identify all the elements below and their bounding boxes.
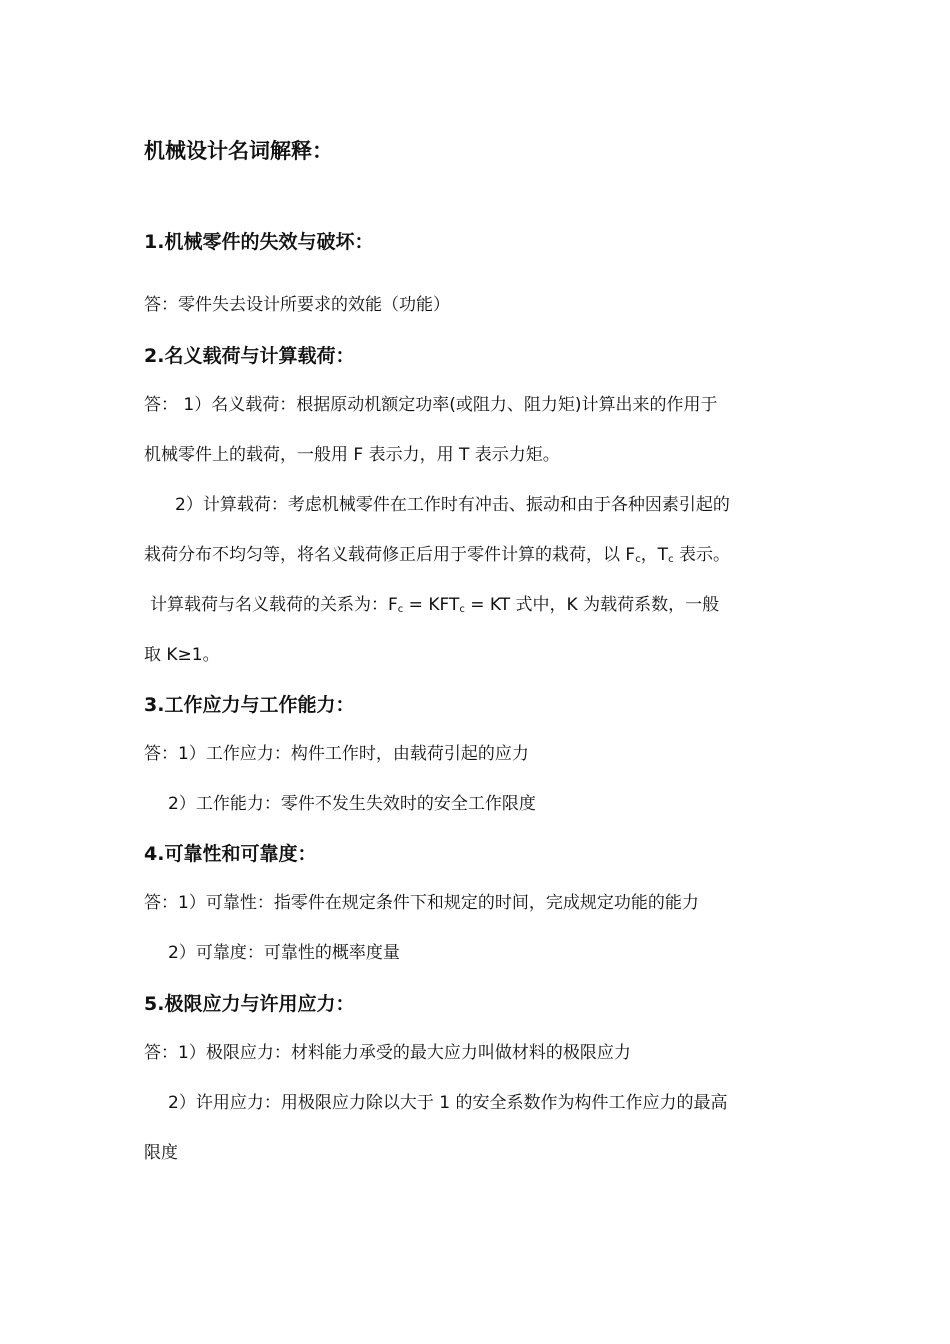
- text-run: ，T: [640, 545, 669, 565]
- section-5-line-2: 2）许用应力：用极限应力除以大于 1 的安全系数作为构件工作应力的最高: [168, 1093, 728, 1113]
- section-heading-5: 5.极限应力与许用应力：: [144, 993, 355, 1015]
- section-1-answer: 答：零件失去设计所要求的效能（功能）: [144, 295, 450, 315]
- section-5-line-1: 答：1）极限应力：材料能力承受的最大应力叫做材料的极限应力: [144, 1043, 631, 1063]
- text-run: 表示。: [673, 545, 730, 565]
- section-4-line-2: 2）可靠度：可靠性的概率度量: [168, 943, 400, 963]
- page-title: 机械设计名词解释：: [144, 139, 333, 163]
- text-run: 计算载荷与名义载荷的关系为：F: [150, 595, 398, 615]
- section-2-line-6: 取 K≥1。: [144, 645, 220, 665]
- section-3-line-2: 2）工作能力：零件不发生失效时的安全工作限度: [168, 794, 536, 814]
- section-heading-1: 1.机械零件的失效与破坏：: [144, 231, 374, 253]
- subscript: c: [459, 604, 465, 615]
- section-2-line-5: [150, 597, 719, 614]
- text-run: = KFT: [403, 595, 460, 615]
- section-2-line-3: 2）计算载荷：考虑机械零件在工作时有冲击、振动和由于各种因素引起的: [175, 495, 730, 515]
- section-4-line-1: 答：1）可靠性：指零件在规定条件下和规定的时间，完成规定功能的能力: [144, 893, 699, 913]
- section-heading-3: 3.工作应力与工作能力：: [144, 694, 355, 716]
- section-2-line-2: 机械零件上的载荷，一般用 F 表示力，用 T 表示力矩。: [144, 445, 560, 465]
- subscript: c: [668, 554, 674, 565]
- text-run: = KT 式中，K 为载荷系数，一般: [464, 595, 720, 615]
- section-5-line-3: 限度: [144, 1143, 178, 1163]
- section-2-line-4: [144, 547, 730, 564]
- subscript: c: [635, 554, 641, 565]
- section-heading-4: 4.可靠性和可靠度：: [144, 843, 317, 865]
- text-run: 栽荷分布不均匀等，将名义载荷修正后用于零件计算的栽荷，以 F: [144, 545, 636, 565]
- section-2-line-1: 答： 1）名义载荷：根据原动机额定功率(或阻力、阻力矩)计算出来的作用于: [144, 395, 718, 415]
- section-3-line-1: 答：1）工作应力：构件工作时，由载荷引起的应力: [144, 744, 529, 764]
- section-heading-2: 2.名义载荷与计算载荷：: [144, 345, 355, 367]
- subscript: c: [397, 604, 404, 615]
